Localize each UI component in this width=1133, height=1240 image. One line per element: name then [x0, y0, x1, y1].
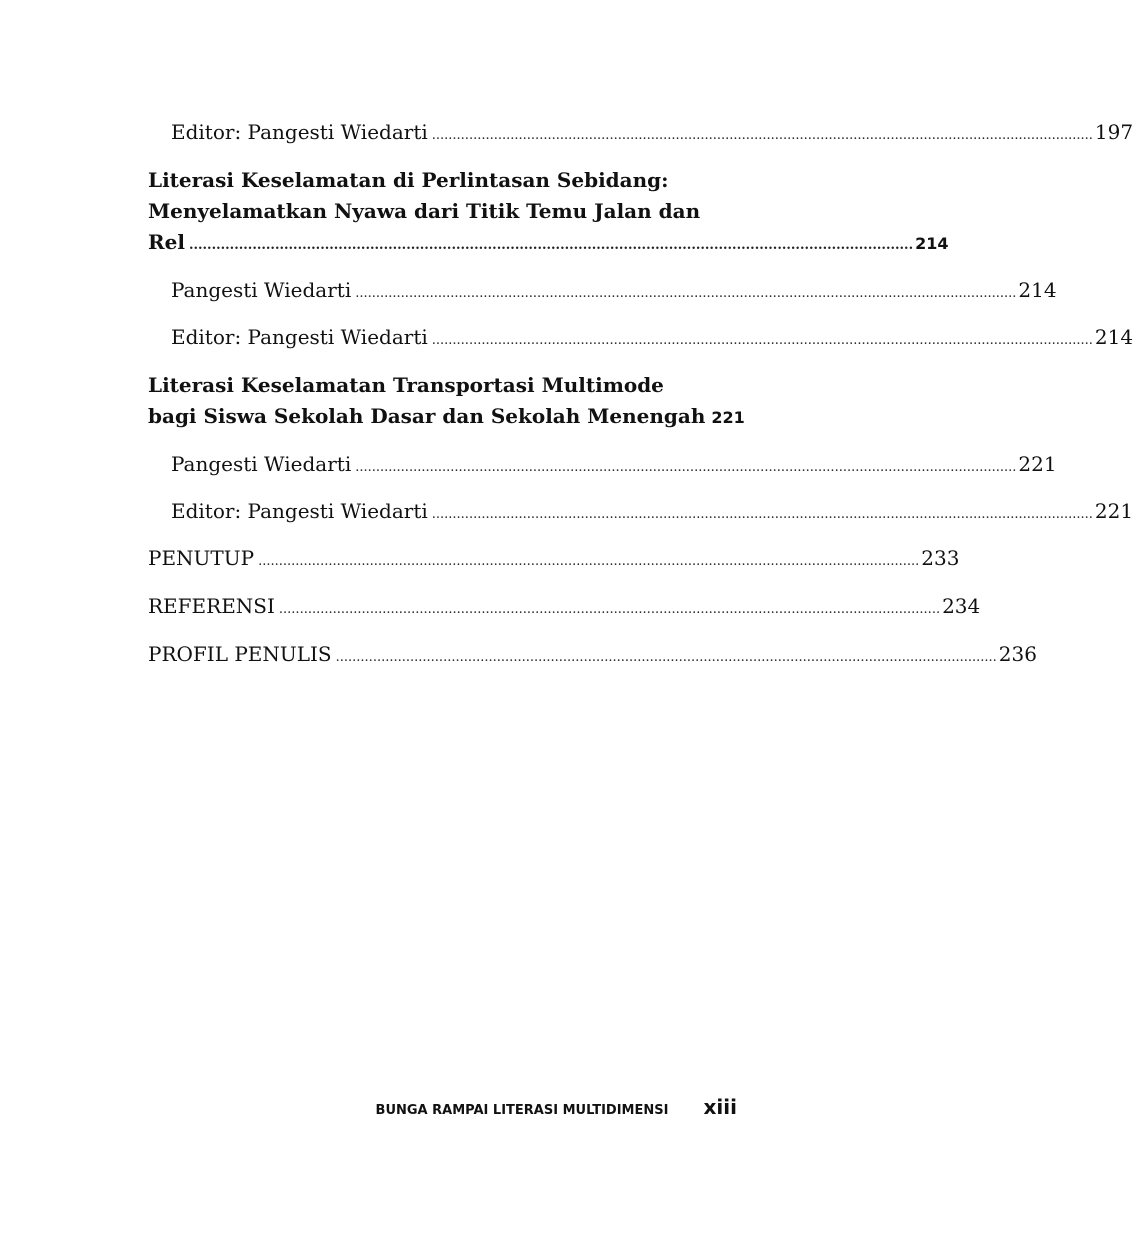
chapter-title-line: bagi Siswa Sekolah Dasar dan Sekolah Menengah [148, 404, 706, 428]
toc-entry-page: 233 [921, 546, 960, 570]
toc-entry-label: Editor: Pangesti Wiedarti [171, 499, 428, 523]
page-footer [0, 1095, 737, 1119]
chapter-title-line: Literasi Keselamatan Transportasi Multimode [148, 373, 664, 397]
toc-entry-page: 197 [1094, 120, 1133, 144]
toc-entry-editor[interactable] [148, 497, 1133, 529]
chapter-page: 221 [711, 408, 745, 427]
toc-chapter-transportasi-multimode[interactable] [148, 370, 745, 435]
toc-entry-label: PROFIL PENULIS [148, 642, 332, 666]
dot-leader: ................................................................................................................................................................ [355, 460, 1017, 475]
chapter-title-line: Menyelamatkan Nyawa dari Titik Temu Jalan dan [148, 199, 701, 223]
toc-entry-page: 214 [1018, 278, 1057, 302]
toc-entry-label: Editor: Pangesti Wiedarti [171, 325, 428, 349]
toc-entry-label: Pangesti Wiedarti [171, 452, 352, 476]
toc-chapter-perlintasan-sebidang[interactable] [148, 165, 949, 261]
chapter-page: 214 [915, 234, 949, 253]
toc-entry-editor[interactable] [148, 323, 1133, 355]
toc-entry-label: PENUTUP [148, 546, 255, 570]
toc-entry-page: 221 [1018, 452, 1057, 476]
dot-leader: ................................................................................................................................................................ [258, 554, 920, 569]
toc-entry-author[interactable] [148, 450, 1057, 482]
toc-entry-author[interactable] [148, 276, 1057, 308]
toc-entry-penutup[interactable] [148, 544, 960, 576]
table-of-contents [148, 118, 1133, 672]
toc-entry-label: REFERENSI [148, 594, 275, 618]
dot-leader: ................................................................................................................................................................ [431, 333, 1093, 348]
dot-leader: ................................................................................................................................................................ [335, 650, 997, 665]
footer-page-number: xiii [703, 1095, 737, 1119]
toc-entry-page: 236 [998, 642, 1037, 666]
toc-entry-page: 221 [1094, 499, 1133, 523]
footer-book-title: BUNGA RAMPAI LITERASI MULTIDIMENSI [375, 1103, 669, 1118]
dot-leader: ................................................................................................................................................................ [355, 286, 1017, 301]
toc-entry-referensi[interactable] [148, 592, 981, 624]
dot-leader: ................................................................................................................................................................ [431, 128, 1093, 143]
chapter-title-line: Rel [148, 230, 185, 254]
dot-leader: ................................................................................................................................................................ [431, 507, 1093, 522]
dot-leader: ................................................................................................................................................................ [188, 238, 914, 253]
toc-entry-profil-penulis[interactable] [148, 640, 1037, 672]
dot-leader: ................................................................................................................................................................ [278, 602, 941, 617]
chapter-title-line: Literasi Keselamatan di Perlintasan Sebidang: [148, 168, 669, 192]
toc-entry-editor-197[interactable] [148, 118, 1133, 150]
toc-entry-label: Pangesti Wiedarti [171, 278, 352, 302]
toc-entry-label: Editor: Pangesti Wiedarti [171, 120, 428, 144]
toc-entry-page: 214 [1094, 325, 1133, 349]
toc-entry-page: 234 [942, 594, 981, 618]
